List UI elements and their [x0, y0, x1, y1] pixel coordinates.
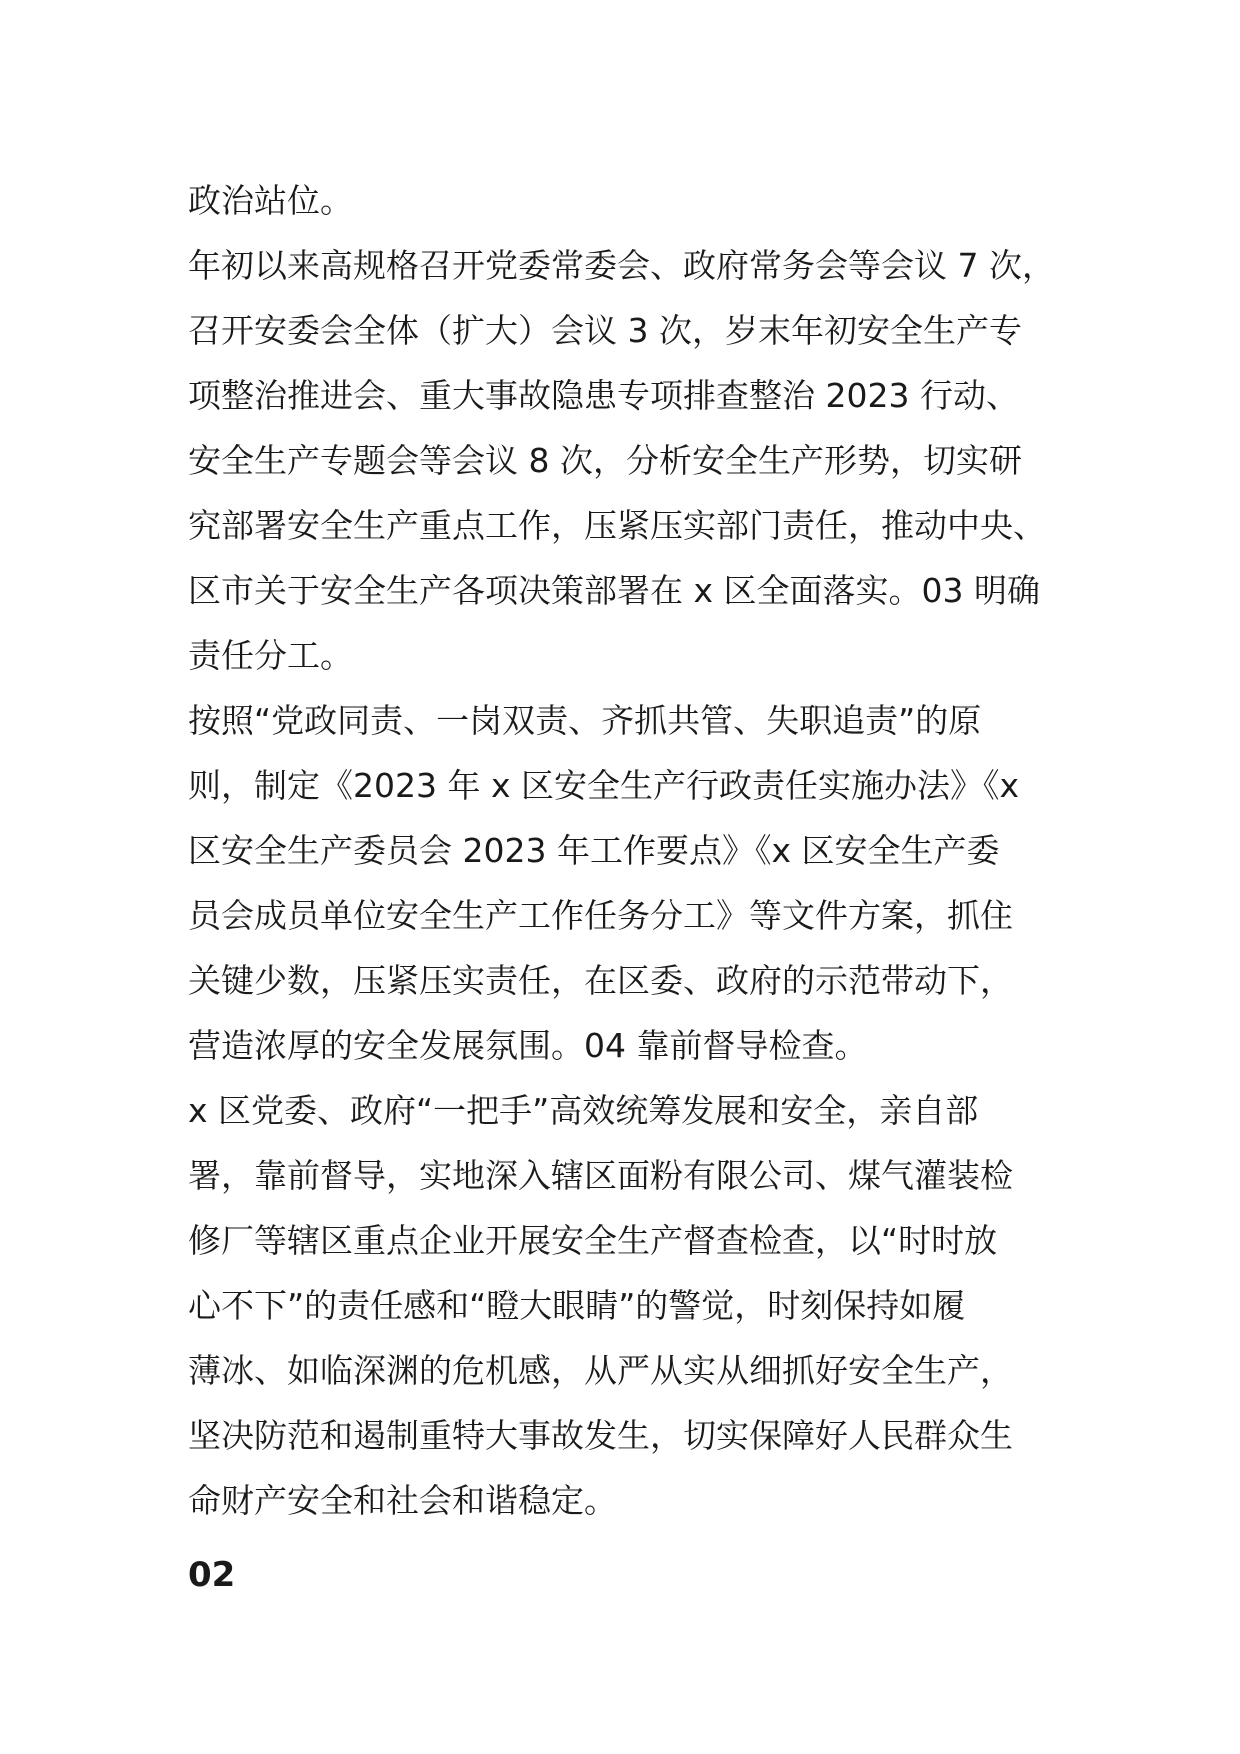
text-line: 员会成员单位安全生产工作任务分工》等文件方案，抓住 [188, 896, 1013, 935]
text-line: 区安全生产委员会 2023 年工作要点》《x 区安全生产委 [188, 831, 1000, 870]
text-line: 则，制定《2023 年 x 区安全生产行政责任实施办法》《x [188, 766, 1020, 805]
text-line: 署，靠前督导，实地深入辖区面粉有限公司、煤气灌装检 [188, 1156, 1013, 1195]
document-body [188, 168, 1068, 1605]
text-line: 究部署安全生产重点工作，压紧压实部门责任，推动中央、 [188, 506, 1046, 545]
text-line: 修厂等辖区重点企业开展安全生产督查检查，以“时时放 [188, 1221, 998, 1260]
text-line: 命财产安全和社会和谐稳定。 [188, 1481, 617, 1520]
text-line: x 区党委、政府“一把手”高效统筹发展和安全，亲自部 [188, 1091, 979, 1130]
text-line: 薄冰、如临深渊的危机感，从严从实从细抓好安全生产， [188, 1351, 1013, 1390]
text-line: 营造浓厚的安全发展氛围。04 靠前督导检查。 [188, 1026, 868, 1065]
text-line: 项整治推进会、重大事故隐患专项排查整治 2023 行动、 [188, 376, 1019, 415]
text-line: 年初以来高规格召开党委常委会、政府常务会等会议 7 次， [188, 246, 1055, 285]
text-line: 心不下”的责任感和“瞪大眼睛”的警觉，时刻保持如履 [188, 1286, 966, 1325]
section-heading: 02 [188, 1555, 236, 1595]
text-line: 召开安委会全体（扩大）会议 3 次，岁末年初安全生产专 [188, 311, 1022, 350]
text-line: 按照“党政同责、一岗双责、齐抓共管、失职追责”的原 [188, 701, 982, 740]
text-line: 关键少数，压紧压实责任，在区委、政府的示范带动下， [188, 961, 1013, 1000]
text-line: 责任分工。 [188, 636, 353, 675]
text-line: 区市关于安全生产各项决策部署在 x 区全面落实。03 明确 [188, 571, 1040, 610]
text-line: 坚决防范和遏制重特大事故发生，切实保障好人民群众生 [188, 1416, 1013, 1455]
text-line: 政治站位。 [188, 181, 353, 220]
text-line: 安全生产专题会等会议 8 次，分析安全生产形势，切实研 [188, 441, 1022, 480]
